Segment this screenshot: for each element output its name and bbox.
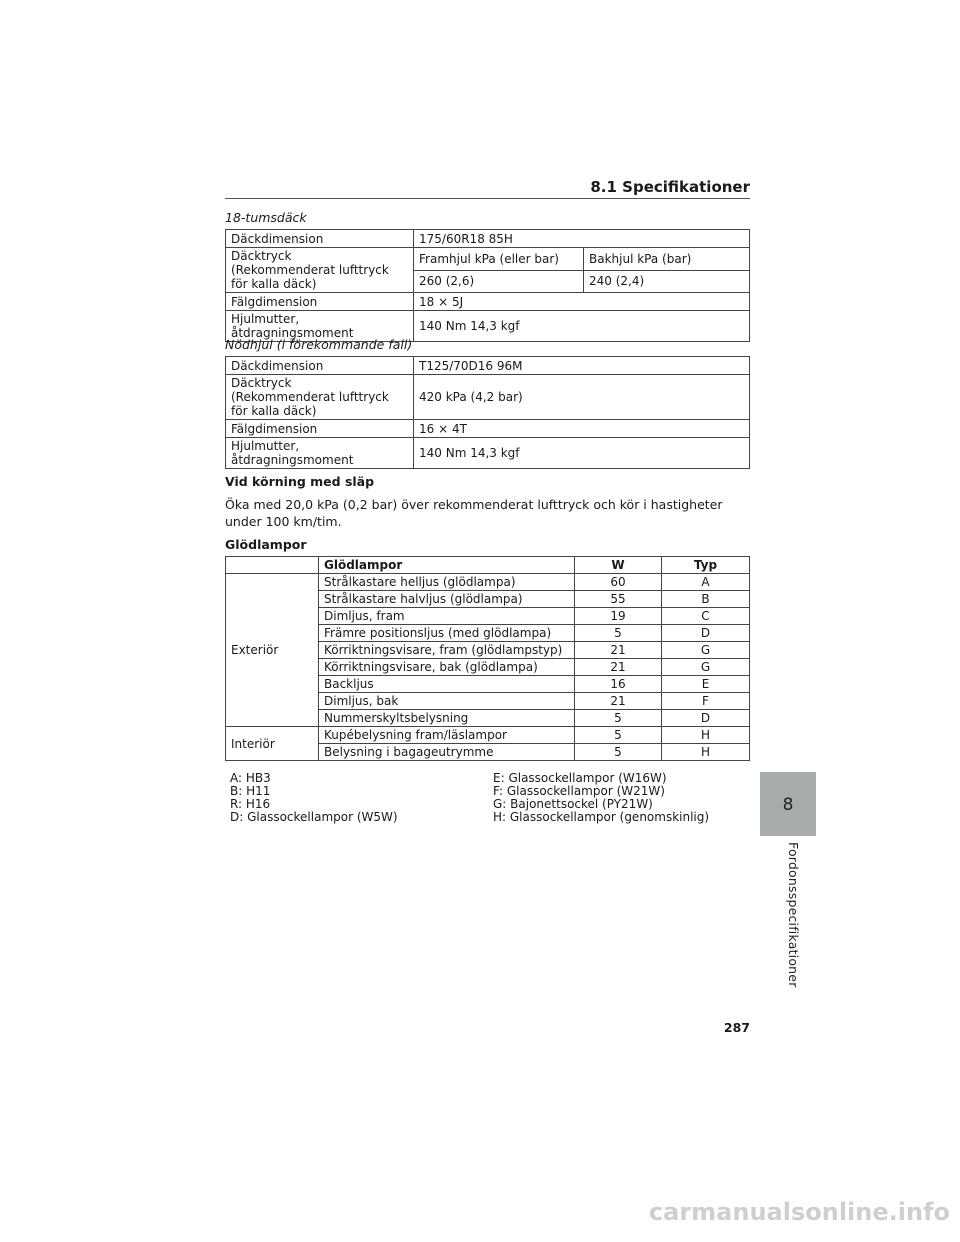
legend-item: R: H16 [230,797,271,811]
bulb-watt: 21 [575,642,662,659]
bulb-watt: 21 [575,659,662,676]
section-title: 8.1 Specifikationer [590,178,750,196]
tire18-front-value: 260 (2,6) [414,270,584,293]
table-row [226,574,750,591]
legend-right [493,772,709,824]
bulb-type: C [662,608,750,625]
bulb-watt: 60 [575,574,662,591]
legend-item: D: Glassockellampor (W5W) [230,810,398,824]
bulb-name: Belysning i bagageutrymme [319,744,575,761]
spare-caption: Nödhjul (i förekommande fall) [225,337,413,352]
bulb-name: Främre positionsljus (med glödlampa) [319,625,575,642]
spare-rim-value: 16 × 4T [414,420,750,438]
tire18-dimension-value: 175/60R18 85H [414,230,750,248]
bulb-name: Körriktningsvisare, fram (glödlampstyp) [319,642,575,659]
tire18-rear-header: Bakhjul kPa (bar) [584,248,750,271]
bulb-watt: 16 [575,676,662,693]
header-divider [225,198,750,199]
bulbs-header-name: Glödlampor [319,557,575,574]
bulb-name: Nummerskyltsbelysning [319,710,575,727]
tire18-rim-label: Fälgdimension [226,293,414,311]
towing-text: Öka med 20,0 kPa (0,2 bar) över rekommenderat lufttryck och kör i hastigheter under 100 km/tim. [225,497,723,529]
spare-pressure-value: 420 kPa (4,2 bar) [414,375,750,420]
watermark: carmanualsonline.info [648,1198,950,1226]
legend-left [230,772,398,824]
tire18-rim-value: 18 × 5J [414,293,750,311]
page-number: 287 [723,1020,750,1035]
towing-heading: Vid körning med släp [225,474,375,489]
spare-pressure-label: Däcktryck (Rekommenderat lufttryck för kalla däck) [226,375,414,420]
bulb-type: G [662,642,750,659]
tire18-table [225,229,750,342]
bulbs-heading: Glödlampor [225,537,307,552]
bulbs-header-type: Typ [662,557,750,574]
bulb-watt: 5 [575,727,662,744]
bulb-name: Dimljus, bak [319,693,575,710]
bulb-type: B [662,591,750,608]
bulbs-header-empty [226,557,319,574]
bulb-name: Backljus [319,676,575,693]
table-row [226,727,750,744]
spare-table [225,356,750,469]
bulb-watt: 55 [575,591,662,608]
spare-rim-label: Fälgdimension [226,420,414,438]
bulb-type: H [662,744,750,761]
bulb-type: D [662,625,750,642]
legend-item: H: Glassockellampor (genomskinlig) [493,810,710,824]
spare-dimension-label: Däckdimension [226,357,414,375]
chapter-label: Fordonsspecifikationer [786,842,801,988]
tire18-rear-value: 240 (2,4) [584,270,750,293]
legend-item: B: H11 [230,784,271,798]
exterior-label: Exteriör [226,574,319,727]
chapter-number: 8 [782,795,794,815]
spare-dimension-value: T125/70D16 96M [414,357,750,375]
bulbs-header-watt: W [575,557,662,574]
spare-torque-value: 140 Nm 14,3 kgf [414,438,750,469]
bulb-name: Kupébelysning fram/läslampor [319,727,575,744]
legend-item: F: Glassockellampor (W21W) [493,784,665,798]
tire18-caption: 18-tumsdäck [225,210,307,225]
bulb-name: Strålkastare halvljus (glödlampa) [319,591,575,608]
bulb-watt: 5 [575,710,662,727]
interior-label: Interiör [226,727,319,761]
bulb-type: A [662,574,750,591]
legend-item: A: HB3 [230,771,271,785]
bulb-watt: 5 [575,744,662,761]
bulb-watt: 19 [575,608,662,625]
bulb-name: Dimljus, fram [319,608,575,625]
bulb-type: H [662,727,750,744]
tire18-front-header: Framhjul kPa (eller bar) [414,248,584,271]
bulb-name: Strålkastare helljus (glödlampa) [319,574,575,591]
tire18-pressure-label: Däcktryck (Rekommenderat lufttryck för kalla däck) [226,248,414,293]
bulb-type: G [662,659,750,676]
tire18-torque-value: 140 Nm 14,3 kgf [414,311,750,342]
bulbs-table [225,556,750,761]
bulb-name: Körriktningsvisare, bak (glödlampa) [319,659,575,676]
bulb-type: D [662,710,750,727]
bulb-type: F [662,693,750,710]
bulb-watt: 21 [575,693,662,710]
bulb-type: E [662,676,750,693]
spare-torque-label: Hjulmutter, åtdragningsmoment [226,438,414,469]
bulb-watt: 5 [575,625,662,642]
legend-item: G: Bajonettsockel (PY21W) [493,797,653,811]
tire18-torque-label: Hjulmutter, åtdragningsmoment [226,311,414,342]
legend-item: E: Glassockellampor (W16W) [493,771,667,785]
tire18-dimension-label: Däckdimension [226,230,414,248]
